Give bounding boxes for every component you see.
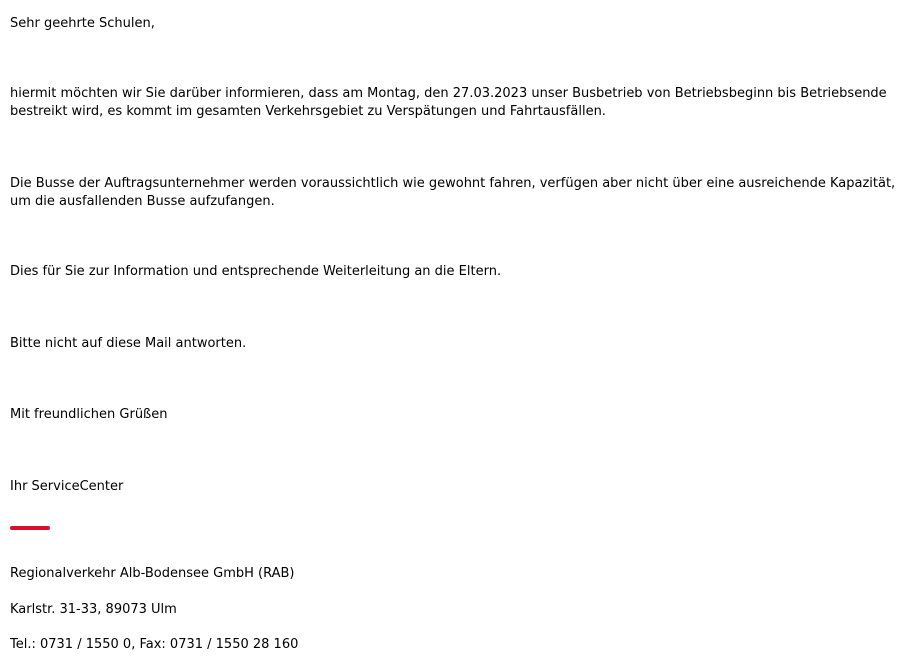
signature-company: Regionalverkehr Alb-Bodensee GmbH (RAB) <box>10 566 295 581</box>
paragraph-line: um die ausfallenden Busse aufzufangen. <box>10 194 275 209</box>
paragraph-line: Die Busse der Auftragsunternehmer werden voraussichtlich wie gewohnt fahren, verfügen aber nicht über eine ausreichende Kapazität, <box>10 176 896 191</box>
email-paragraph-strike-notice <box>10 85 921 121</box>
email-salutation: Sehr geehrte Schulen, <box>10 16 155 31</box>
email-paragraph-contractors <box>10 175 921 211</box>
email-sender: Ihr ServiceCenter <box>10 479 124 494</box>
email-closing: Mit freundlichen Grüßen <box>10 407 168 422</box>
signature-contact: Tel.: 0731 / 1550 0, Fax: 0731 / 1550 28 160 <box>10 637 299 652</box>
email-paragraph-info: Dies für Sie zur Information und entsprechende Weiterleitung an die Eltern. <box>10 264 502 279</box>
paragraph-line: hiermit möchten wir Sie darüber informieren, dass am Montag, den 27.03.2023 unser Busbetrieb von Betriebsbeginn bis Betriebsende <box>10 86 887 101</box>
email-paragraph-no-reply: Bitte nicht auf diese Mail antworten. <box>10 336 247 351</box>
paragraph-line: bestreikt wird, es kommt im gesamten Verkehrsgebiet zu Verspätungen und Fahrtausfällen. <box>10 104 606 119</box>
signature-accent-bar <box>10 526 50 530</box>
signature-address: Karlstr. 31-33, 89073 Ulm <box>10 602 177 617</box>
